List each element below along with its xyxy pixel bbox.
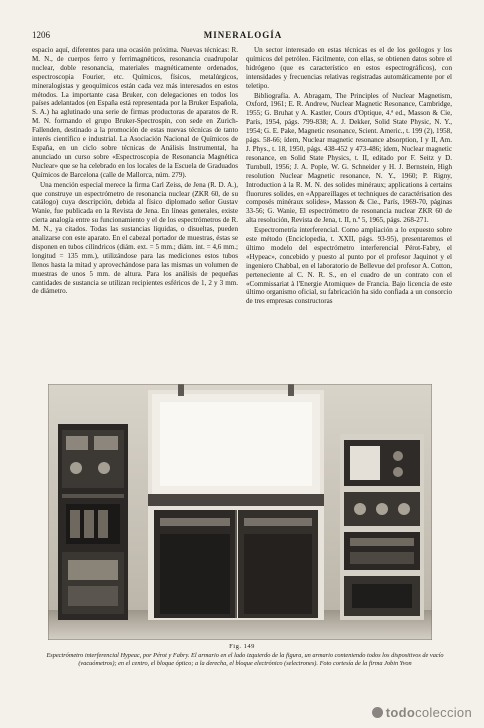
paragraph: Un sector interesado en estas técnicas es el de los geólogos y los químicos del petróleo. Fácilmente, con ellas, se obtienen datos sobre el hidrógeno (que es característico en estos espectrográficos), con intensidades y frecuencias relativas registradas automáticamente por el teletipo.	[246, 46, 452, 90]
figure-label: Fig. 149	[229, 643, 255, 650]
running-title: MINERALOGÍA	[203, 30, 283, 40]
paragraph: espacio aquí, diferentes para una ocasión próxima. Nuevas técnicas: R. M. N., de cuerpos ferro y ferrimagnéticos, resonancia cuadrupolar nuclear, doble resonancia, materiales magnéticamente ordenados, espectroscopia Fourier, etc. Químicos, físicos, metalúrgicos, mineralogistas y geoquímicos están cada vez más interesados en estos métodos. La importante casa Bruker, con delegaciones en todos los países adelantados (en España está representada por la Bruker Española, S. A.) ha aglutinado una serie de firmas productoras de aparatos de R. M. N. formando el grupo Bruker-Spectrospin, con sede en Zurich-Fallenden, destinado a la promoción de estas nuevas técnicas de tanto interés científico e industrial. La Asociación Nacional de Químicos de España, en un ciclo sobre técnicas de Análisis Instrumental, ha anunciado un curso sobre «Espectroscopia de Resonancia Magnética Nuclear» que se ha celebrado en los locales de la Escuela de Graduados Químicos de Barcelona (calle de Mallorca, núm. 279).	[32, 46, 238, 179]
figure-photo	[48, 384, 432, 640]
page-header	[32, 30, 454, 44]
page-number: 1206	[32, 30, 50, 40]
paragraph-bibliography: Bibliografía. A. Abragam, The Principles of Nuclear Magnetism, Oxford, 1961; E. R. Andrew, Nuclear Magnetic Resonance, Cambridge, 1955; G. Bruhat y A. Kastler, Cours d'Optique, 4.ª ed., Masson & Cie, París, 1954, págs. 799-838; A. J. Dekker, Solid State Physic, N. Y., 1954; G. E. Pake, Magnetic resonance, Scient. Americ., t. 199 (2), 1958, págs. 58-66; ídem, Nuclear magnetic resonance absorption, I y II, Am. J. Phys., t. 18, 1950, págs. 438-452 y 473-486; ídem, Nuclear magnetic resonance, en Solid State Physics, t. II, editado por F. Seitz y D. Turnbull, 1956; J. A. Pople, W. G. Schneider y H. J. Bernstein, High resolution Nuclear Magnetic resonance, N. Y., 1960; P. Rigny, Introduction à la R. M. N. des solides minéraux; applications à certains fluorures solides, en «Appareillages et techniques de caractérisation des composés minéraux solides», Masson & Cie., París, 1969-70, páginas 33-56; G. Wanie, El espectrómetro de resonancia nuclear ZKR 60 de alta resolución, Revista de Jena, t. II, n.º 5, 1965, págs. 268-271.	[246, 91, 452, 225]
paragraph: Una mención especial merece la firma Carl Zeiss, de Jena (R. D. A.), que construye un espectrómetro de resonancia nuclear (ZKR 60, de su catálogo) cuya descripción, debida al físico diplomado señor Gustav Wanie, fue publicada en la Revista de Jena. En líneas generales, existe cierta analogía entre su funcionamiento y el de los espectrómetros de R. M. N., ya citados. Todas las sustancias líquidas, o disueltas, pueden analizarse con este aparato. En el cabezal portador de muestras, éstas se disponen en tubos cilíndricos (diám. ext. = 5 mm.; diám. int. = 4,6 mm.; longitud = 135 mm.), utilizándose para las mediciones estos tubos llenos hasta la mitad y aprovechándose para las mismas un volumen de muestras de unos 5 mm. de altura. Para los análisis de pequeñas cantidades de sustancia se utilizan recipientes esféricos de 1, 2 y 3 mm. de diámetro.	[32, 180, 238, 296]
left-column	[32, 46, 238, 380]
right-column	[246, 46, 452, 380]
figure-credit: Foto cortesía de la firma Jobin Yvon	[319, 659, 412, 667]
watermark-brand-bold: todo	[385, 705, 416, 720]
watermark-brand-rest: coleccion	[415, 705, 472, 720]
watermark-icon	[372, 707, 383, 718]
paragraph: Espectrometría interferencial. Como ampliación a lo expuesto sobre este método (Enciclopedia, t. XXII, págs. 93-95), presentaremos el último modelo del espectrómetro interferencial Pérot-Fabry, el «Hypeac», concebido y puesto al punto por el profesor Jaquinot y el ingeniero Chabbal, en el laboratorio de Bellevue del profesor A. Cotton, perteneciente al C. N. R. S., en el cuadro de un contrato con el «Commissariat à l'Energie Atomique» de Francia. Bajo licencia de este último organismo oficial, su fabricación ha sido confiada a un consorcio de tres empresas constructoras	[246, 226, 452, 306]
figure-caption	[40, 652, 450, 667]
figure-caption-text: Espectrómetro interferencial Hypeac, por Pérot y Fabry. El armario en el lado izquierdo de la figura, un armario conteniendo todos los dispositivos de vacío (vacuómetros); en el centro, el bloque óptico; a la derecha, el bloque electrónico (selectrones).	[46, 652, 444, 667]
spectrometer-photo	[48, 384, 432, 640]
watermark-logo	[372, 705, 472, 720]
